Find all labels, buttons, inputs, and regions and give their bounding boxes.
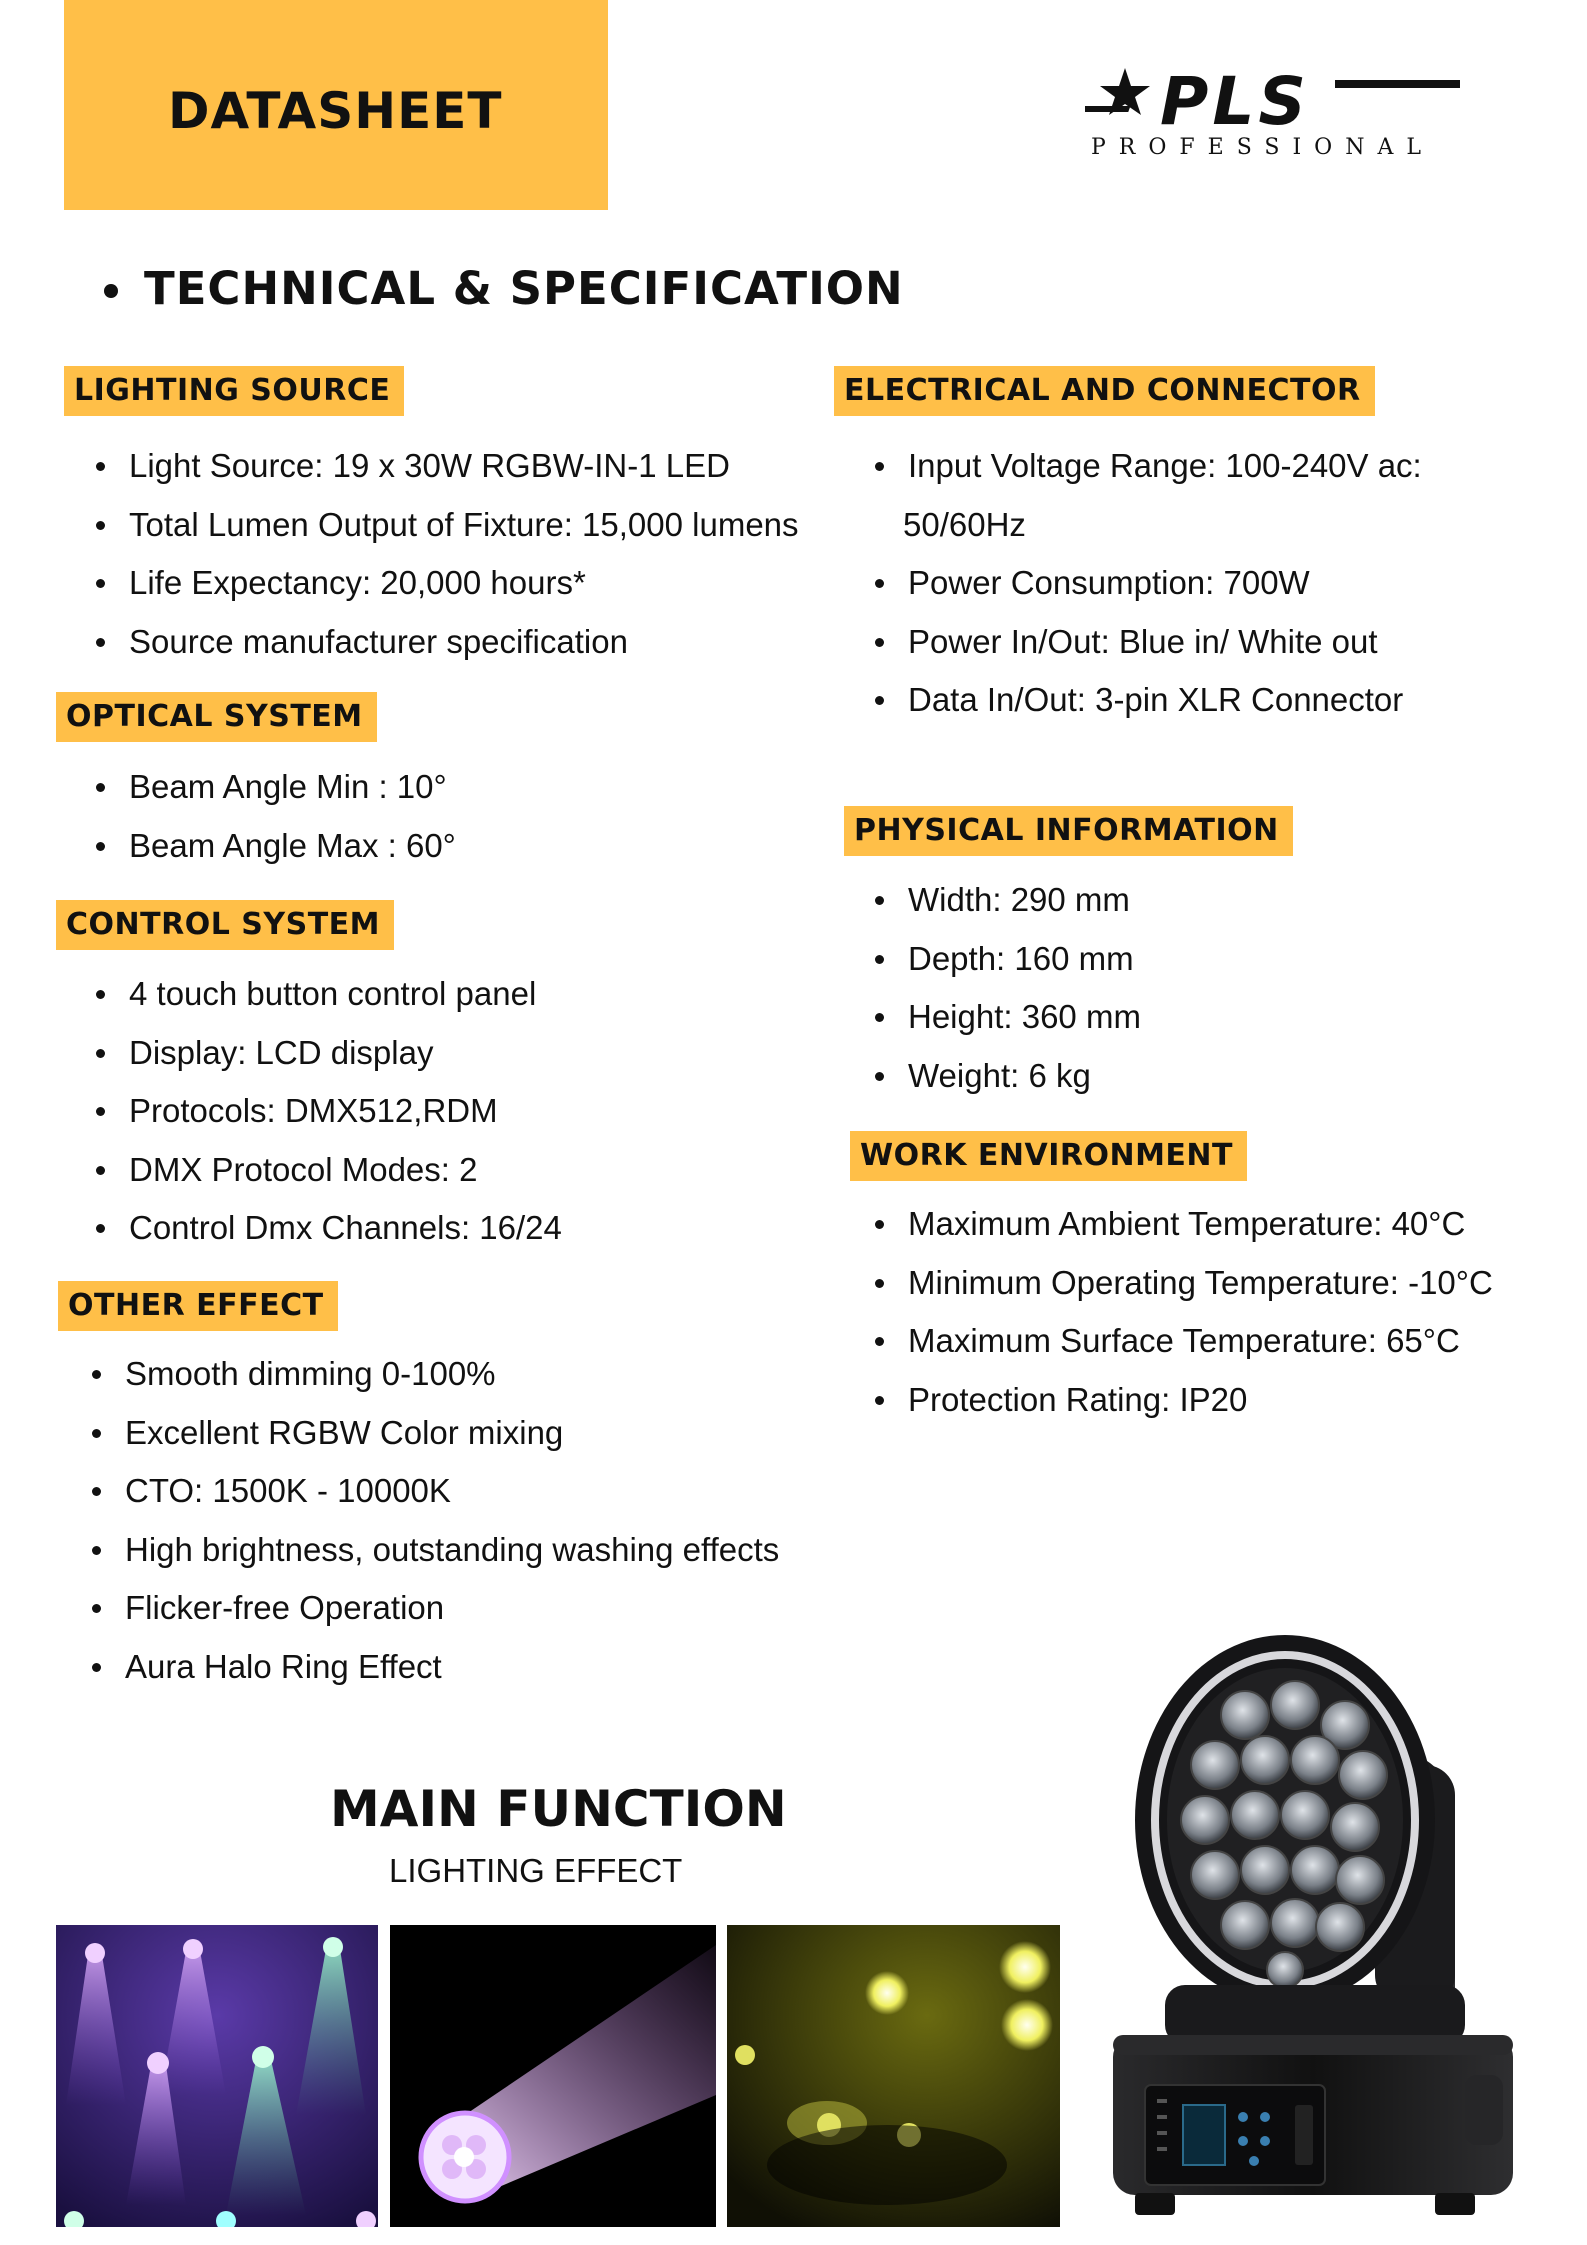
section-work-environment-header: WORK ENVIRONMENT [850,1131,1247,1181]
list-item: Protocols: DMX512,RDM [96,1082,562,1141]
list-item: Total Lumen Output of Fixture: 15,000 lumens [96,496,799,555]
main-function-title: MAIN FUNCTION [330,1780,787,1838]
list-item: Power In/Out: Blue in/ White out [875,613,1422,672]
list-item: Weight: 6 kg [875,1047,1141,1106]
section-physical-header: PHYSICAL INFORMATION [844,806,1293,856]
list-item: 4 touch button control panel [96,965,562,1024]
list-item: CTO: 1500K - 10000K [92,1462,779,1521]
list-item: Light Source: 19 x 30W RGBW-IN-1 LED [96,437,799,496]
lighting-source-list [96,437,799,671]
list-item: Height: 360 mm [875,988,1141,1047]
list-item: Input Voltage Range: 100-240V ac: [875,437,1422,496]
lighting-effect-photo-2 [390,1925,716,2227]
list-item: Depth: 160 mm [875,930,1141,989]
title-bullet [104,284,118,298]
physical-list [875,871,1141,1105]
optical-system-list [96,758,456,875]
lcd-display [1183,2105,1225,2165]
section-control-system-header: CONTROL SYSTEM [56,900,394,950]
list-item: Data In/Out: 3-pin XLR Connector [875,671,1422,730]
control-system-list [96,965,562,1258]
section-other-effect-header: OTHER EFFECT [58,1281,338,1331]
list-item: Beam Angle Min : 10° [96,758,456,817]
list-item: Source manufacturer specification [96,613,799,672]
logo-tagline: PROFESSIONAL [1091,135,1434,158]
list-item: Life Expectancy: 20,000 hours* [96,554,799,613]
lighting-effect-photo-3 [727,1925,1060,2227]
list-item: Maximum Ambient Temperature: 40°C [875,1195,1493,1254]
list-item: High brightness, outstanding washing effects [92,1521,779,1580]
list-item: Smooth dimming 0-100% [92,1345,779,1404]
list-item: Power Consumption: 700W [875,554,1422,613]
electrical-list [875,437,1422,730]
pls-logo [1085,66,1465,158]
list-item: Aura Halo Ring Effect [92,1638,779,1697]
other-effect-list [92,1345,779,1696]
page-title: TECHNICAL & SPECIFICATION [144,262,904,315]
list-item: Maximum Surface Temperature: 65°C [875,1312,1493,1371]
list-item: Excellent RGBW Color mixing [92,1404,779,1463]
list-item: Flicker-free Operation [92,1579,779,1638]
main-function-subtitle: LIGHTING EFFECT [389,1852,683,1889]
logo-brand: PLS [1160,66,1310,140]
moving-head-fixture-image [1105,1605,1525,2231]
list-item: Control Dmx Channels: 16/24 [96,1199,562,1258]
list-item: Beam Angle Max : 60° [96,817,456,876]
section-electrical-header: ELECTRICAL AND CONNECTOR [834,366,1375,416]
list-item: Width: 290 mm [875,871,1141,930]
list-item: Display: LCD display [96,1024,562,1083]
section-lighting-source-header: LIGHTING SOURCE [64,366,404,416]
list-item: Minimum Operating Temperature: -10°C [875,1254,1493,1313]
list-item: DMX Protocol Modes: 2 [96,1141,562,1200]
list-item-continuation: 50/60Hz [903,505,1026,543]
lighting-effect-photo-1 [56,1925,378,2227]
work-environment-list [875,1195,1493,1429]
section-optical-system-header: OPTICAL SYSTEM [56,692,377,742]
header-title: DATASHEET [168,82,503,140]
list-item: Protection Rating: IP20 [875,1371,1493,1430]
